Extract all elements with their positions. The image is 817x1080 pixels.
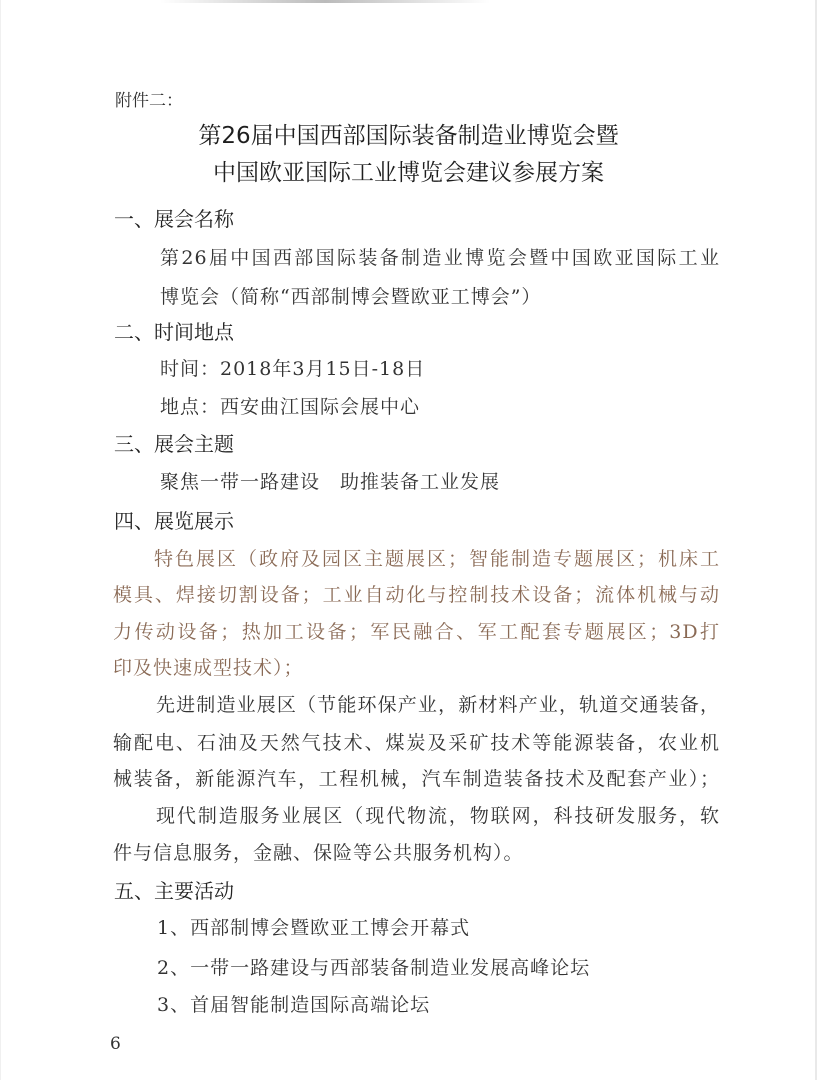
document-title-line-1: 第26届中国西部国际装备制造业博览会暨 [198, 123, 619, 149]
exhibition-name-line: 博览会（简称“西部制博会暨欧亚工博会”） [160, 286, 542, 308]
attachment-label: 附件二： [115, 91, 183, 111]
exhibit-paragraph-line: 械装备，新能源汽车，工程机械，汽车制造装备技术及配套产业）； [113, 768, 720, 790]
activity-item: 1、西部制博会暨欧亚工博会开幕式 [157, 917, 471, 939]
activity-item: 2、一带一路建设与西部装备制造业发展高峰论坛 [157, 957, 591, 979]
exhibit-paragraph-line: 件与信息服务，金融、保险等公共服务机构）。 [113, 842, 524, 864]
exhibit-paragraph-line: 特色展区（政府及园区主题展区；智能制造专题展区；机床工 [154, 548, 720, 570]
section-heading-exhibits: 四、展览展示 [114, 509, 234, 533]
document-title-line-2: 中国欧亚国际工业博览会建议参展方案 [213, 160, 604, 186]
exhibit-paragraph-line: 先进制造业展区（节能环保产业，新材料产业，轨道交通装备， [156, 694, 720, 716]
exhibition-time: 时间：2018年3月15日-18日 [160, 358, 426, 380]
exhibition-theme: 聚焦一带一路建设 助推装备工业发展 [160, 471, 501, 493]
section-heading-activities: 五、主要活动 [114, 879, 234, 903]
activity-item: 3、首届智能制造国际高端论坛 [157, 994, 431, 1016]
exhibit-paragraph-line: 力传动设备；热加工设备；军民融合、军工配套专题展区；3D打 [113, 621, 720, 643]
section-heading-exhibition-name: 一、展会名称 [114, 207, 234, 231]
page-number: 6 [110, 1034, 121, 1054]
exhibition-name-line: 第26届中国西部国际装备制造业博览会暨中国欧亚国际工业 [160, 247, 720, 269]
section-heading-time-place: 二、时间地点 [114, 320, 234, 344]
exhibition-place: 地点：西安曲江国际会展中心 [160, 396, 421, 418]
exhibit-paragraph-line: 现代制造服务业展区（现代物流，物联网，科技研发服务，软 [156, 805, 720, 827]
section-heading-theme: 三、展会主题 [114, 432, 234, 456]
scan-shadow [160, 0, 490, 3]
exhibit-paragraph-line: 印及快速成型技术）； [113, 657, 304, 679]
exhibit-paragraph-line: 模具、焊接切割设备；工业自动化与控制技术设备；流体机械与动 [113, 584, 720, 606]
exhibit-paragraph-line: 输配电、石油及天然气技术、煤炭及采矿技术等能源装备，农业机 [113, 732, 720, 754]
